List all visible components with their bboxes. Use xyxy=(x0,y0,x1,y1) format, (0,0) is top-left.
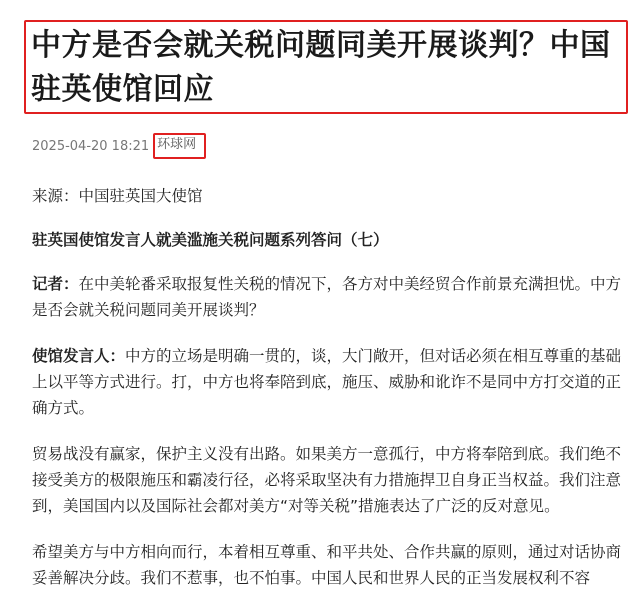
article-meta xyxy=(32,133,206,159)
source-tag[interactable]: 环球网 xyxy=(153,133,206,159)
reporter-question-text: 在中美轮番采取报复性关税的情况下，各方对中美经贸合作前景充满担忧。中方是否会就关税问题同美开展谈判？ xyxy=(32,275,622,319)
reporter-label: 记者： xyxy=(32,275,79,293)
publish-date: 2025-04-20 18:21 xyxy=(32,138,150,154)
body-paragraph-4: 希望美方与中方相向而行，本着相互尊重、和平共处、合作共赢的原则，通过对话协商妥善解决分歧。我们不惹事，也不怕事。中国人民和世界人民的正当发展权利不容 xyxy=(32,543,622,587)
spokesperson-answer xyxy=(32,343,634,421)
reporter-question xyxy=(32,271,634,323)
source-line: 来源：中国驻英国大使馆 xyxy=(32,187,203,205)
spokesperson-answer-text: 中方的立场是明确一贯的，谈，大门敞开，但对话必须在相互尊重的基础上以平等方式进行。打，中方也将奉陪到底，施压、威胁和讹诈不是同中方打交道的正确方式。 xyxy=(32,347,622,417)
article-body xyxy=(32,183,634,611)
article-title: 中方是否会就关税问题同美开展谈判？中国驻英使馆回应 xyxy=(31,28,611,107)
spokesperson-label: 使馆发言人： xyxy=(32,347,126,365)
body-paragraph-3: 贸易战没有赢家，保护主义没有出路。如果美方一意孤行，中方将奉陪到底。我们绝不接受美方的极限施压和霸凌行径，必将采取坚决有力措施捍卫自身正当权益。我们注意到，美国国内以及国际社会都对美方“对等关税”措施表达了广泛的反对意见。 xyxy=(32,445,622,515)
article-subtitle: 驻英国使馆发言人就美滥施关税问题系列答问（七） xyxy=(32,231,389,249)
